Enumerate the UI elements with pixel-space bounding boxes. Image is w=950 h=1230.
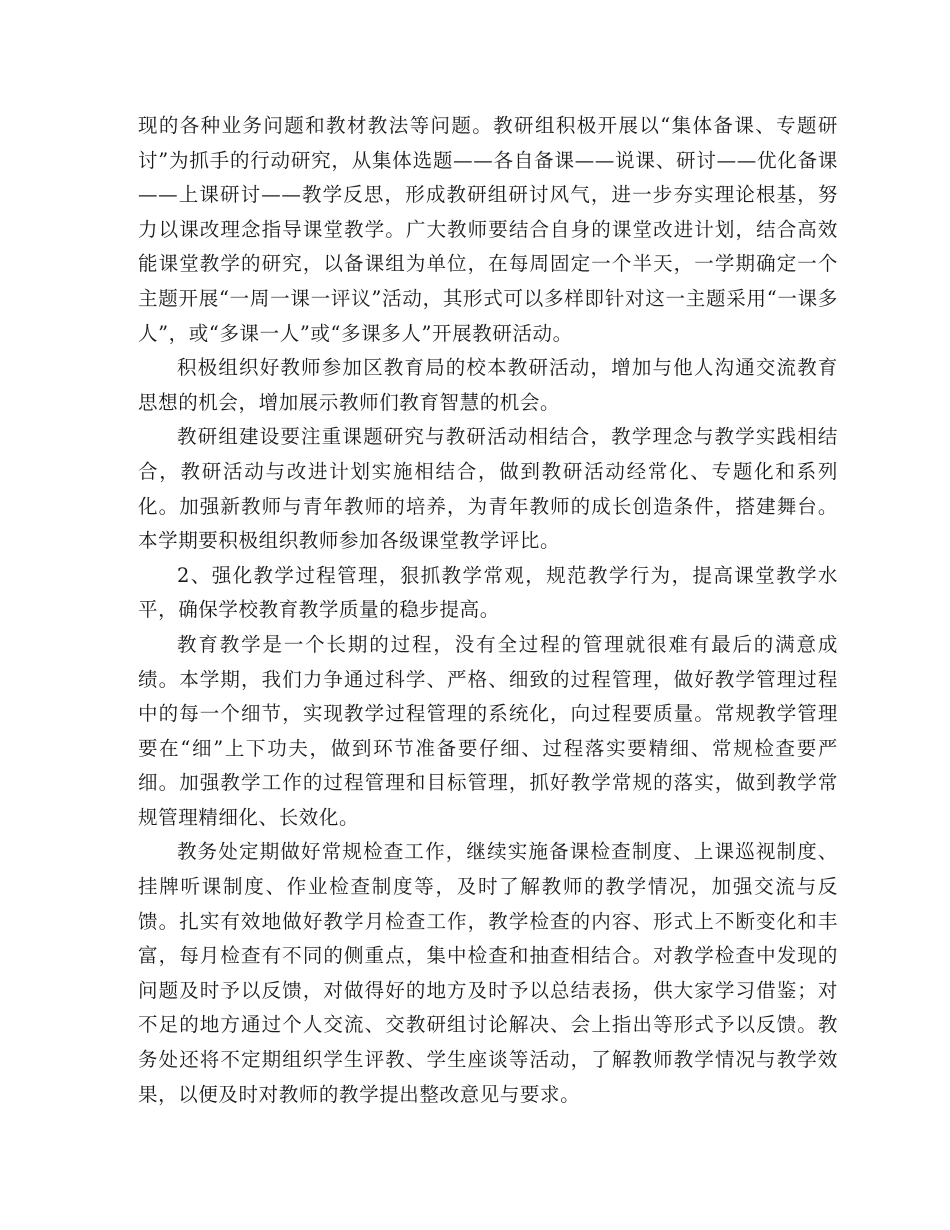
paragraph-3: 教研组建设要注重课题研究与教研活动相结合，教学理念与教学实践相结合，教研活动与改进计划实施相结合，做到教研活动经常化、专题化和系列化。加强新教师与青年教师的培养，为青年教师的成长创造条件，搭建舞台。本学期要积极组织教师参加各级课堂教学评比。 <box>138 425 838 553</box>
paragraph-2: 积极组织好教师参加区教育局的校本教研活动，增加与他人沟通交流教育思想的机会，增加展示教师们教育智慧的机会。 <box>138 356 838 414</box>
paragraph-4-heading: 2、强化教学过程管理，狠抓教学常观，规范教学行为，提高课堂教学水平，确保学校教育教学质量的稳步提高。 <box>138 563 838 622</box>
document-body <box>138 109 838 1112</box>
paragraph-6: 教务处定期做好常规检查工作，继续实施备课检查制度、上课巡视制度、挂牌听课制度、作业检查制度等，及时了解教师的教学情况，加强交流与反馈。扎实有效地做好教学月检查工作，教学检查的内容、形式上不断变化和丰富，每月检查有不同的侧重点，集中检查和抽查相结合。对教学检查中发现的问题及时予以反馈，对做得好的地方及时予以总结表扬，供大家学习借鉴；对不足的地方通过个人交流、交教研组讨论解决、会上指出等形式予以反馈。教务处还将不定期组织学生评教、学生座谈等活动，了解教师教学情况与教学效果，以便及时对教师的教学提出整改意见与要求。 <box>138 840 838 1106</box>
paragraph-5: 教育教学是一个长期的过程，没有全过程的管理就很难有最后的满意成绩。本学期，我们力争通过科学、严格、细致的过程管理，做好教学管理过程中的每一个细节，实现教学过程管理的系统化，向过程要质量。常规教学管理要在“细”上下功夫，做到环节准备要仔细、过程落实要精细、常规检查要严细。加强教学工作的过程管理和目标管理，抓好教学常规的落实，做到教学常规管理精细化、长效化。 <box>138 632 838 829</box>
paragraph-1: 现的各种业务问题和教材教法等问题。教研组积极开展以“集体备课、专题研讨”为抓手的行动研究，从集体选题——各自备课——说课、研讨——优化备课——上课研讨——教学反思，形成教研组研讨风气，进一步夯实理论根基，努力以课改理念指导课堂教学。广大教师要结合自身的课堂改进计划，结合高效能课堂教学的研究，以备课组为单位，在每周固定一个半天，一学期确定一个主题开展“一周一课一评议”活动，其形式可以多样即针对这一主题采用“一课多人”，或“多课一人”或“多课多人”开展教研活动。 <box>138 114 838 345</box>
